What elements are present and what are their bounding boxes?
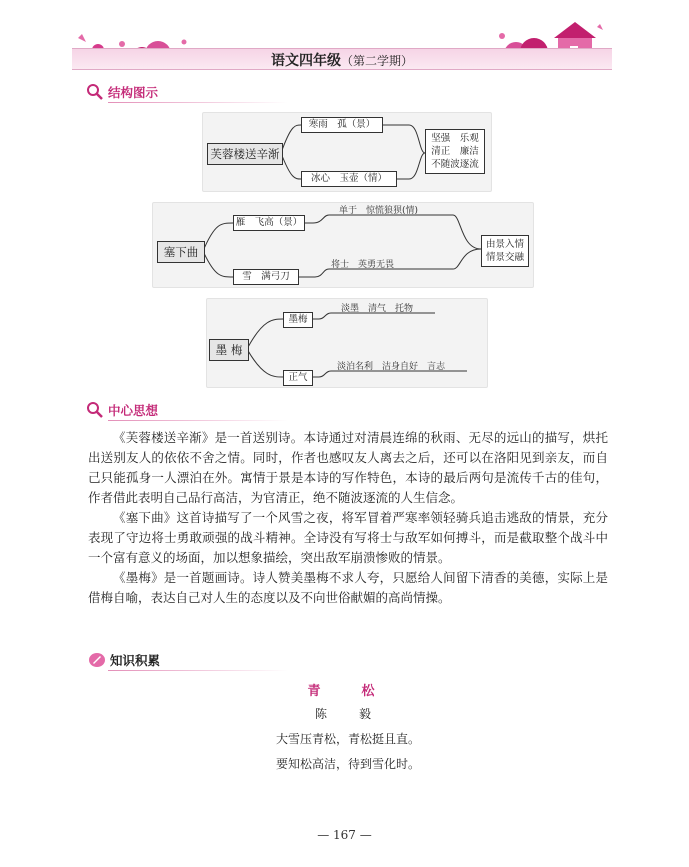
diagram3-bottom-note: 淡泊名利 洁身自好 言志 [337, 362, 446, 372]
diagram2-center: 塞下曲 [157, 241, 205, 263]
diagram1-center: 芙蓉楼送辛渐 [207, 143, 283, 165]
diagram1-branch-top: 寒雨 孤（景） [301, 117, 383, 133]
poem-title: 青 松 [307, 684, 389, 699]
summary-line: 情景交融 [485, 252, 524, 263]
magnifier-icon [86, 401, 104, 419]
section-heading-central-idea: 中心思想 [86, 400, 158, 420]
diagram1-branch-bottom: 冰心 玉壶（情） [301, 171, 397, 187]
diagram-momei [206, 298, 488, 388]
header-title: 语文四年级（第二学期） [270, 53, 413, 69]
magnifier-icon [86, 83, 104, 101]
summary-line: 不随波逐流 [431, 159, 479, 170]
summary-line: 清正 廉洁 [431, 146, 479, 157]
diagram2-bottom-note: 将士 英勇无畏 [331, 260, 395, 270]
poem-line: 大雪压青松，青松挺且直。 [275, 732, 420, 746]
central-idea-text [88, 428, 608, 608]
paragraph: 《塞下曲》这首诗描写了一个风雪之夜，将军冒着严寒率领轻骑兵追击逃敌的情景，充分表现了守边将士勇敢顽强的战斗精神。全诗没有写将士与敌军如何搏斗，而是截取整个战斗中一个富有意义的场面，加以想象描绘，突出敌军崩溃惨败的情景。 [88, 510, 608, 565]
summary-line: 由景入情 [485, 239, 524, 250]
diagram2-summary [481, 235, 529, 267]
paragraph: 《芙蓉楼送辛渐》是一首送别诗。本诗通过对清晨连绵的秋雨、无尽的远山的描写，烘托出送别友人的依依不舍之情。同时，作者也感叹友人离去之后，还可以在洛阳见到亲友，而自己只能孤身一人漂泊在外。寓情于景是本诗的写作特色，本诗的最后两句是流传千古的佳句，作者借此表明自己品行高洁，为官清正，绝不随波逐流的人生信念。 [88, 430, 608, 505]
poem-author: 陈 毅 [314, 707, 381, 721]
diagram2-branch-top: 雁 飞高（景） [233, 215, 305, 231]
summary-line: 坚强 乐观 [431, 133, 479, 144]
diagram-furonglou [202, 112, 492, 192]
section-heading-structure: 结构图示 [86, 82, 158, 102]
paragraph: 《墨梅》是一首题画诗。诗人赞美墨梅不求人夸，只愿给人间留下清香的美德，实际上是借梅自喻，表达自己对人生的态度以及不向世俗献媚的高尚情操。 [88, 570, 608, 605]
diagram3-top-note: 淡墨 清气 托物 [341, 304, 414, 314]
section-underline [108, 102, 288, 103]
diagram3-branch-top: 墨梅 [283, 312, 313, 328]
section-heading-knowledge: 知识积累 [88, 650, 160, 670]
diagram3-branch-bottom: 正气 [283, 370, 313, 386]
diagram1-summary [425, 129, 485, 174]
poem [88, 680, 608, 772]
diagram-saixiaqu [152, 202, 534, 288]
section-underline [108, 670, 288, 671]
diagram2-branch-bottom: 雪 满弓刀 [233, 269, 299, 285]
page-header [72, 14, 612, 76]
diagram3-center: 墨 梅 [209, 339, 249, 361]
poem-line: 要知松高洁，待到雪化时。 [275, 757, 420, 771]
page-number: — 167 — [317, 828, 372, 842]
header-subtitle: （第二学期） [340, 54, 413, 68]
section-underline [108, 420, 288, 421]
pen-icon [88, 651, 106, 669]
diagram2-top-note: 单于 惊慌狼狈(情) [339, 206, 419, 216]
